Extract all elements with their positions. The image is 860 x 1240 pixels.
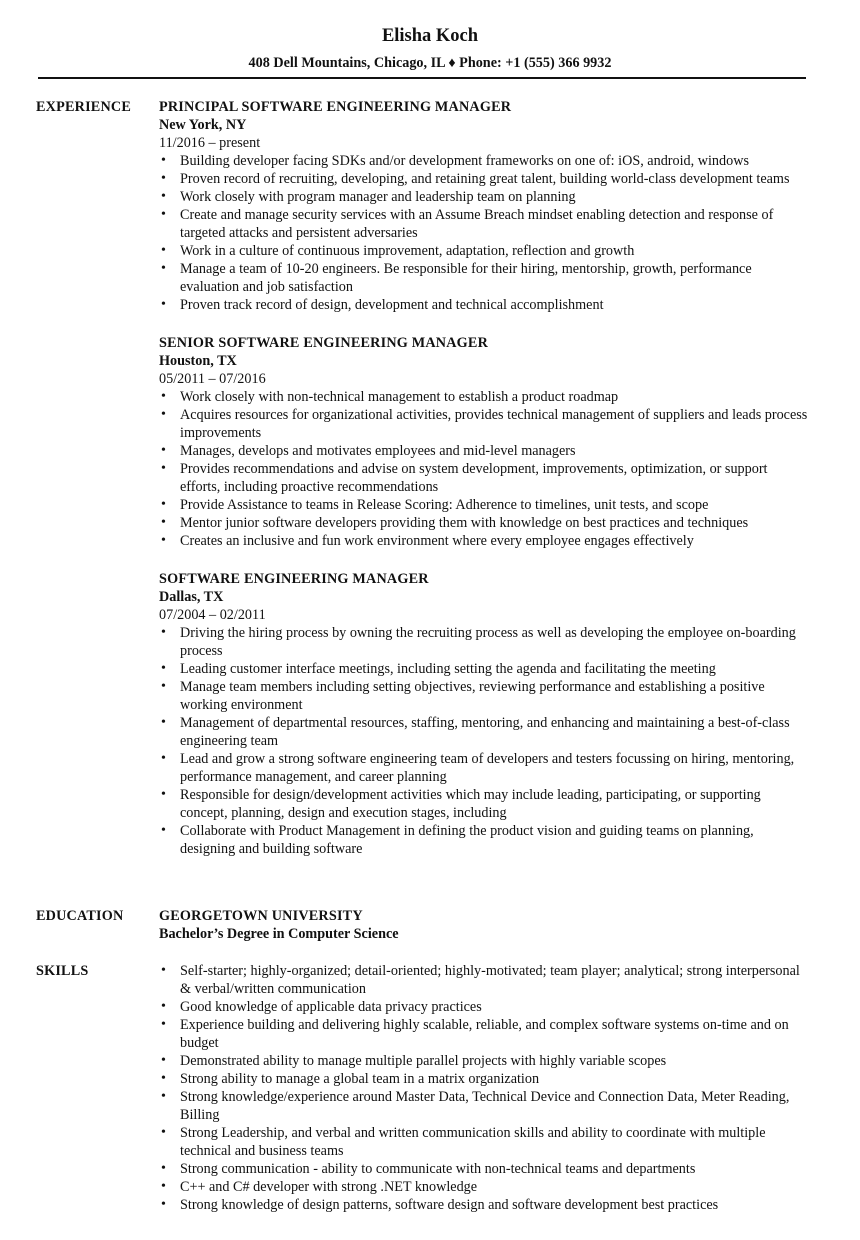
list-item <box>159 514 809 532</box>
bullet-text: Responsible for design/development activities which may include leading, participating, or supporting concept, planning, design and execution stages, including <box>180 787 761 821</box>
bullet-text: Creates an inclusive and fun work environment where every employee engages effectively <box>180 533 694 549</box>
skill-text: Experience building and delivering highly scalable, reliable, and complex software systems on-time and on budget <box>180 1017 789 1051</box>
list-item <box>159 188 809 206</box>
bullet-icon: • <box>161 153 166 168</box>
section-title-skills: SKILLS <box>36 963 89 979</box>
list-item <box>159 496 809 514</box>
job-entry <box>159 570 809 858</box>
bullet-icon: • <box>161 1179 166 1194</box>
bullet-icon: • <box>161 1071 166 1086</box>
list-item <box>159 1160 809 1178</box>
bullet-text: Work closely with program manager and leadership team on planning <box>180 189 576 205</box>
bullet-text: Mentor junior software developers providing them with knowledge on best practices and techniques <box>180 515 749 531</box>
section-title-experience: EXPERIENCE <box>36 99 132 115</box>
skill-text: Strong ability to manage a global team in a matrix organization <box>180 1071 540 1087</box>
job-bullets <box>159 388 809 550</box>
bullet-icon: • <box>161 1017 166 1032</box>
bullet-text: Management of departmental resources, staffing, mentoring, and enhancing and maintaining a best-of-class engineering team <box>180 715 790 749</box>
education-school: GEORGETOWN UNIVERSITY <box>159 908 363 924</box>
list-item <box>159 260 809 296</box>
list-item <box>159 1178 809 1196</box>
job-entry <box>159 98 809 314</box>
list-item <box>159 786 809 822</box>
bullet-text: Manage a team of 10-20 engineers. Be responsible for their hiring, mentorship, growth, performance evaluation and job satisfaction <box>180 261 752 295</box>
list-item <box>159 714 809 750</box>
list-item <box>159 678 809 714</box>
bullet-icon: • <box>161 207 166 222</box>
resume-header <box>0 24 860 72</box>
candidate-name: Elisha Koch <box>381 26 479 46</box>
bullet-icon: • <box>161 1197 166 1212</box>
bullet-icon: • <box>161 443 166 458</box>
bullet-icon: • <box>161 1053 166 1068</box>
job-dates: 05/2011 – 07/2016 <box>159 371 266 387</box>
bullet-icon: • <box>161 189 166 204</box>
list-item <box>159 532 809 550</box>
list-item <box>159 750 809 786</box>
skill-text: Strong knowledge of design patterns, software design and software development best practices <box>180 1197 719 1213</box>
list-item <box>159 822 809 858</box>
bullet-text: Proven track record of design, development and technical accomplishment <box>180 297 604 313</box>
experience-list <box>159 98 809 878</box>
job-dates: 11/2016 – present <box>159 135 261 151</box>
list-item <box>159 296 809 314</box>
skill-text: Good knowledge of applicable data privacy practices <box>180 999 482 1015</box>
list-item <box>159 242 809 260</box>
bullet-icon: • <box>161 461 166 476</box>
skill-text: C++ and C# developer with strong .NET knowledge <box>180 1179 478 1195</box>
bullet-text: Acquires resources for organizational activities, provides technical management of suppliers and leads process improvements <box>180 407 808 441</box>
bullet-text: Driving the hiring process by owning the recruiting process as well as developing the employee on-boarding process <box>180 625 796 659</box>
job-location: Houston, TX <box>159 353 237 369</box>
bullet-icon: • <box>161 389 166 404</box>
bullet-icon: • <box>161 661 166 676</box>
bullet-text: Manages, develops and motivates employees and mid-level managers <box>180 443 576 459</box>
skill-text: Strong Leadership, and verbal and written communication skills and ability to coordinate with multiple technical and business teams <box>180 1125 766 1159</box>
bullet-icon: • <box>161 407 166 422</box>
list-item <box>159 1088 809 1124</box>
contact-line: 408 Dell Mountains, Chicago, IL ♦ Phone: +1 (555) 366 9932 <box>248 55 612 71</box>
list-item <box>159 460 809 496</box>
bullet-icon: • <box>161 963 166 978</box>
bullet-icon: • <box>161 171 166 186</box>
education-body <box>159 907 809 943</box>
job-bullets <box>159 624 809 858</box>
job-title: SOFTWARE ENGINEERING MANAGER <box>159 571 429 587</box>
bullet-icon: • <box>161 243 166 258</box>
skills-body <box>159 962 809 1214</box>
list-item <box>159 660 809 678</box>
list-item <box>159 152 809 170</box>
bullet-text: Collaborate with Product Management in defining the product vision and guiding teams on planning, designing and building software <box>180 823 754 857</box>
bullet-text: Lead and grow a strong software engineering team of developers and testers focussing on hiring, mentoring, performance management, and career planning <box>180 751 795 785</box>
bullet-text: Proven record of recruiting, developing, and retaining great talent, building world-class development teams <box>180 171 790 187</box>
header-divider <box>38 77 806 79</box>
bullet-icon: • <box>161 261 166 276</box>
bullet-text: Manage team members including setting objectives, reviewing performance and establishing a positive working environment <box>180 679 765 713</box>
bullet-icon: • <box>161 823 166 838</box>
bullet-icon: • <box>161 1161 166 1176</box>
skills-list <box>159 962 809 1214</box>
bullet-icon: • <box>161 715 166 730</box>
list-item <box>159 206 809 242</box>
bullet-text: Work in a culture of continuous improvement, adaptation, reflection and growth <box>180 243 635 259</box>
list-item <box>159 962 809 998</box>
list-item <box>159 170 809 188</box>
bullet-icon: • <box>161 999 166 1014</box>
bullet-icon: • <box>161 625 166 640</box>
bullet-text: Provides recommendations and advise on system development, improvements, optimization, or support efforts, including proactive recommendations <box>180 461 768 495</box>
list-item <box>159 388 809 406</box>
job-title: PRINCIPAL SOFTWARE ENGINEERING MANAGER <box>159 99 512 115</box>
list-item <box>159 624 809 660</box>
skill-text: Self-starter; highly-organized; detail-oriented; highly-motivated; team player; analytical; strong interpersonal & verbal/written communication <box>180 963 800 997</box>
job-entry <box>159 334 809 550</box>
bullet-icon: • <box>161 1089 166 1104</box>
bullet-icon: • <box>161 533 166 548</box>
bullet-icon: • <box>161 751 166 766</box>
list-item <box>159 442 809 460</box>
bullet-text: Create and manage security services with an Assume Breach mindset enabling detection and response of targeted attacks and persistent adversaries <box>180 207 774 241</box>
skill-text: Strong knowledge/experience around Master Data, Technical Device and Connection Data, Meter Reading, Billing <box>180 1089 790 1123</box>
list-item <box>159 1124 809 1160</box>
bullet-icon: • <box>161 497 166 512</box>
skill-text: Demonstrated ability to manage multiple parallel projects with highly variable scopes <box>180 1053 667 1069</box>
list-item <box>159 1052 809 1070</box>
bullet-icon: • <box>161 297 166 312</box>
job-dates: 07/2004 – 02/2011 <box>159 607 266 623</box>
bullet-icon: • <box>161 515 166 530</box>
list-item <box>159 406 809 442</box>
job-location: New York, NY <box>159 117 247 133</box>
bullet-icon: • <box>161 679 166 694</box>
job-title: SENIOR SOFTWARE ENGINEERING MANAGER <box>159 335 489 351</box>
bullet-text: Work closely with non-technical management to establish a product roadmap <box>180 389 619 405</box>
job-bullets <box>159 152 809 314</box>
skill-text: Strong communication - ability to communicate with non-technical teams and departments <box>180 1161 696 1177</box>
list-item <box>159 998 809 1016</box>
bullet-text: Building developer facing SDKs and/or development frameworks on one of: iOS, android, windows <box>180 153 749 169</box>
bullet-icon: • <box>161 1125 166 1140</box>
bullet-text: Leading customer interface meetings, including setting the agenda and facilitating the meeting <box>180 661 716 677</box>
job-location: Dallas, TX <box>159 589 224 605</box>
education-degree: Bachelor’s Degree in Computer Science <box>159 926 399 942</box>
section-title-education: EDUCATION <box>36 908 124 924</box>
bullet-icon: • <box>161 787 166 802</box>
list-item <box>159 1070 809 1088</box>
list-item <box>159 1196 809 1214</box>
list-item <box>159 1016 809 1052</box>
bullet-text: Provide Assistance to teams in Release Scoring: Adherence to timelines, unit tests, and scope <box>180 497 709 513</box>
